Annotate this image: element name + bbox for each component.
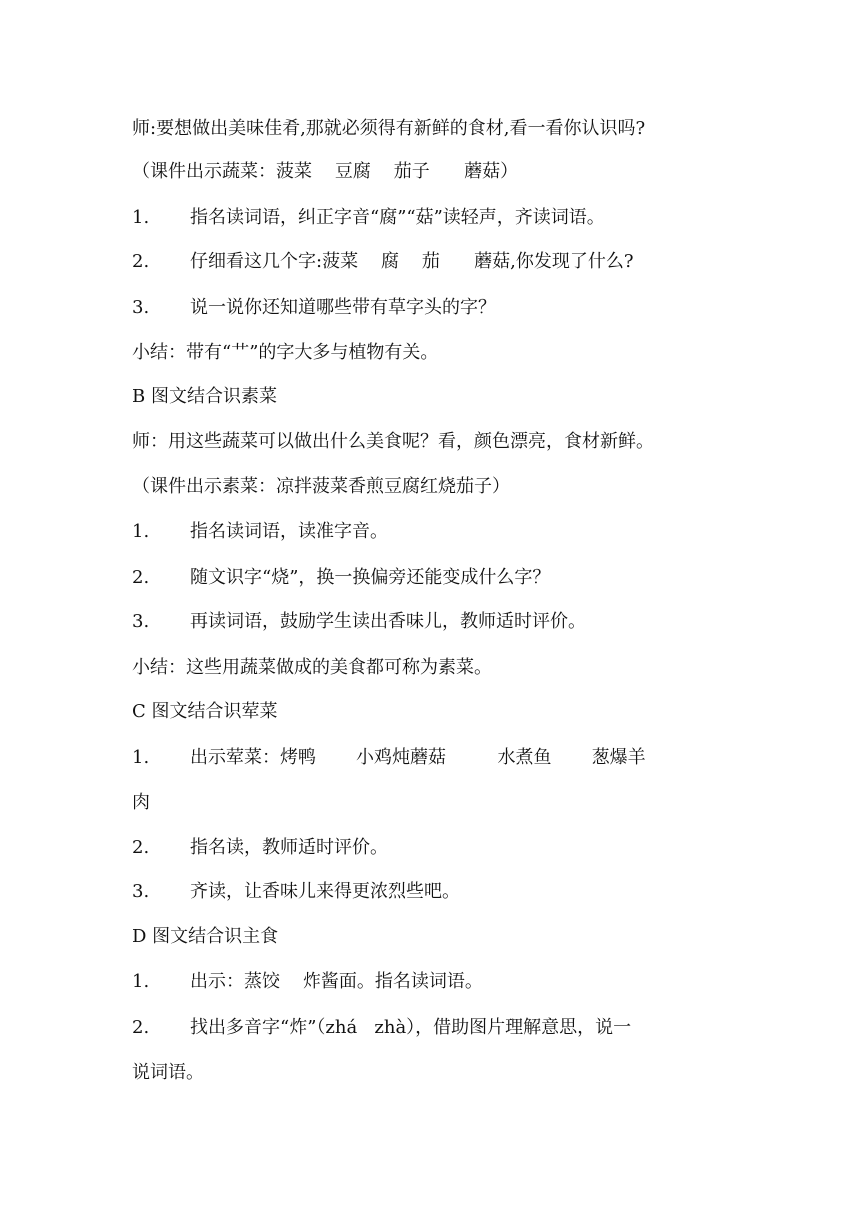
list-item: 指名读词语，纠正字音“腐”“菇”读轻声，齐读词语。 [190,207,605,228]
list-item-continuation: 肉 [132,792,150,813]
list-item: 仔细看这几个字:菠菜 腐 茄 蘑菇,你发现了什么? [190,251,634,272]
summary-1: 小结：带有“艹”的字大多与植物有关。 [132,342,439,363]
list-number: 1. [132,521,150,542]
list-number: 3. [132,611,150,632]
list-item: 随文识字“烧”，换一换偏旁还能变成什么字？ [190,567,551,588]
courseware-vegetables: （课件出示蔬菜：菠菜 豆腐 茄子 蘑菇） [132,161,519,182]
courseware-vegetarian: （课件出示素菜：凉拌菠菜香煎豆腐红烧茄子） [132,476,510,497]
list-item: 齐读，让香味儿来得更浓烈些吧。 [190,881,460,902]
list-number: 2. [132,251,150,272]
list-item: 找出多音字“炸”（zhá zhà），借助图片理解意思，说一 [190,1017,632,1038]
summary-2: 小结：这些用蔬菜做成的美食都可称为素菜。 [132,657,492,678]
list-item: 说一说你还知道哪些带有草字头的字？ [190,297,496,318]
list-number: 2. [132,837,150,858]
list-number: 3. [132,297,150,318]
section-heading-b: B 图文结合识素菜 [132,386,277,407]
list-item: 再读词语，鼓励学生读出香味儿，教师适时评价。 [190,611,586,632]
section-heading-d: D 图文结合识主食 [132,926,279,947]
list-number: 1. [132,207,150,228]
teacher-line-2: 师：用这些蔬菜可以做出什么美食呢？看，颜色漂亮，食材新鲜。 [132,431,654,452]
list-number: 2. [132,1017,150,1038]
list-item: 指名读词语，读准字音。 [190,521,388,542]
list-item: 指名读，教师适时评价。 [190,837,388,858]
teacher-line-1: 师:要想做出美味佳肴,那就必须得有新鲜的食材,看一看你认识吗? [132,118,646,139]
list-item-continuation: 说词语。 [132,1062,204,1083]
list-item: 出示：蒸饺 炸酱面。指名读词语。 [190,971,483,992]
list-number: 2. [132,567,150,588]
list-number: 1. [132,747,150,768]
list-number: 3. [132,881,150,902]
list-item: 出示荤菜：烤鸭 小鸡炖蘑菇 水煮鱼 葱爆羊 [190,747,646,768]
section-heading-c: C 图文结合识荤菜 [132,701,278,722]
list-number: 1. [132,971,150,992]
